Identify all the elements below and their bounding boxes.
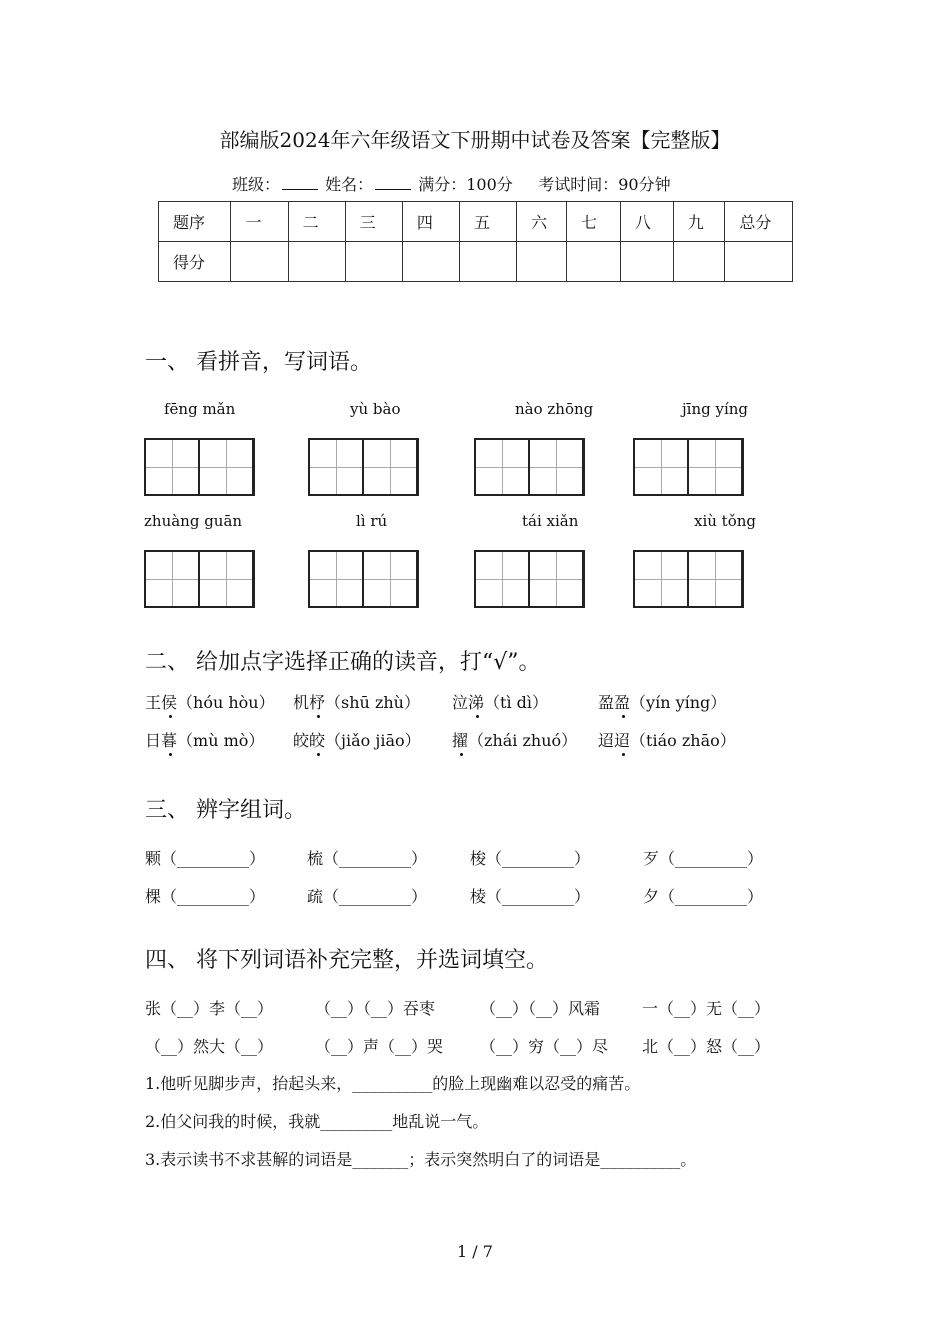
writing-grid[interactable] bbox=[144, 438, 255, 496]
section-1-title: 一、 看拼音，写词语。 bbox=[145, 350, 372, 375]
grid-cell[interactable] bbox=[364, 440, 418, 494]
class-label: 班级： bbox=[232, 175, 281, 194]
dotted-char: 涕 bbox=[468, 693, 485, 712]
grid-cell[interactable] bbox=[310, 440, 364, 494]
section-2-title: 二、 给加点字选择正确的读音，打“√”。 bbox=[145, 650, 541, 675]
class-blank[interactable] bbox=[282, 189, 318, 190]
dotted-char: 侯 bbox=[161, 693, 178, 712]
grid-cell[interactable] bbox=[364, 552, 418, 606]
score-cell[interactable] bbox=[620, 242, 673, 282]
question-3: 3.表示读书不求甚解的词语是_______；表示突然明白了的词语是__________。 bbox=[145, 1150, 697, 1169]
idiom-blank[interactable]: （__）（__）风霜 bbox=[480, 999, 601, 1018]
score-cell[interactable] bbox=[402, 242, 459, 282]
score-cell[interactable] bbox=[345, 242, 402, 282]
grid-cell[interactable] bbox=[200, 552, 254, 606]
pinyin-options: （yín yíng） bbox=[630, 693, 727, 712]
grid-cell[interactable] bbox=[635, 552, 689, 606]
idiom-blank[interactable]: （__）声（__）哭 bbox=[315, 1037, 444, 1056]
word-blank[interactable]: 棵（_________） bbox=[145, 887, 266, 906]
word-blank[interactable]: 梳（_________） bbox=[307, 849, 428, 868]
reading-choice[interactable] bbox=[145, 690, 275, 713]
pinyin-prompt: tái xiǎn bbox=[522, 512, 579, 530]
pinyin-prompt: xiù tǒng bbox=[694, 512, 757, 530]
header-cell: 四 bbox=[402, 202, 459, 242]
grid-cell[interactable] bbox=[635, 440, 689, 494]
header-cell: 五 bbox=[459, 202, 516, 242]
header-cell: 总分 bbox=[725, 202, 793, 242]
word-blank[interactable]: 颗（_________） bbox=[145, 849, 266, 868]
score-cell: 得分 bbox=[159, 242, 231, 282]
grid-cell[interactable] bbox=[146, 440, 200, 494]
score-cell[interactable] bbox=[725, 242, 793, 282]
word-char: 泣 bbox=[452, 693, 469, 712]
reading-choice[interactable] bbox=[598, 728, 736, 751]
writing-grid[interactable] bbox=[308, 438, 419, 496]
reading-choice[interactable] bbox=[293, 728, 421, 751]
grid-cell[interactable] bbox=[689, 552, 743, 606]
dotted-char: 杼 bbox=[309, 693, 326, 712]
reading-choice[interactable] bbox=[452, 728, 577, 751]
pinyin-options: （tì dì） bbox=[484, 693, 549, 712]
grid-cell[interactable] bbox=[476, 440, 530, 494]
pinyin-prompt: zhuàng guān bbox=[144, 512, 243, 530]
pinyin-options: （tiáo zhāo） bbox=[630, 731, 736, 750]
header-cell: 七 bbox=[566, 202, 620, 242]
dotted-char: 擢 bbox=[452, 731, 469, 750]
idiom-blank[interactable]: 张（__）李（__） bbox=[145, 999, 274, 1018]
writing-grid[interactable] bbox=[474, 438, 585, 496]
header-cell: 三 bbox=[345, 202, 402, 242]
grid-cell[interactable] bbox=[310, 552, 364, 606]
idiom-blank[interactable]: 一（__）无（__） bbox=[642, 999, 771, 1018]
writing-grid[interactable] bbox=[633, 438, 744, 496]
dotted-char: 盈 bbox=[614, 693, 631, 712]
header-cell: 一 bbox=[231, 202, 288, 242]
pinyin-options: （hóu hòu） bbox=[177, 693, 275, 712]
grid-cell[interactable] bbox=[530, 552, 584, 606]
dotted-char: 皎 bbox=[309, 731, 326, 750]
grid-cell[interactable] bbox=[476, 552, 530, 606]
reading-choice[interactable] bbox=[452, 690, 548, 713]
name-blank[interactable] bbox=[375, 189, 411, 190]
idiom-blank[interactable]: 北（__）怒（__） bbox=[642, 1037, 771, 1056]
score-cell[interactable] bbox=[673, 242, 725, 282]
writing-grid[interactable] bbox=[144, 550, 255, 608]
grid-cell[interactable] bbox=[146, 552, 200, 606]
pinyin-options: （jiǎo jiāo） bbox=[325, 731, 421, 750]
grid-cell[interactable] bbox=[689, 440, 743, 494]
question-2: 2.伯父问我的时候，我就_________地乱说一气。 bbox=[145, 1112, 489, 1131]
grid-cell[interactable] bbox=[530, 440, 584, 494]
question-1: 1.他听见脚步声，抬起头来，__________的脸上现幽难以忍受的痛苦。 bbox=[145, 1074, 641, 1093]
dotted-char: 暮 bbox=[161, 731, 178, 750]
word-blank[interactable]: 梭（_________） bbox=[470, 849, 591, 868]
header-cell: 题序 bbox=[159, 202, 231, 242]
reading-choice[interactable] bbox=[145, 728, 264, 751]
pinyin-prompt: nào zhōng bbox=[515, 400, 594, 418]
writing-grid[interactable] bbox=[474, 550, 585, 608]
word-blank[interactable]: 棱（_________） bbox=[470, 887, 591, 906]
writing-grid[interactable] bbox=[633, 550, 744, 608]
exam-time: 考试时间：90分钟 bbox=[538, 175, 671, 194]
page-title: 部编版2024年六年级语文下册期中试卷及答案【完整版】 bbox=[219, 128, 731, 152]
name-label: 姓名： bbox=[325, 175, 374, 194]
student-info bbox=[232, 172, 671, 195]
full-score: 满分：100分 bbox=[418, 175, 513, 194]
word-char: 日 bbox=[145, 731, 162, 750]
word-char: 皎 bbox=[293, 731, 310, 750]
score-cell[interactable] bbox=[288, 242, 345, 282]
pinyin-options: （shū zhù） bbox=[325, 693, 420, 712]
score-table bbox=[158, 201, 793, 282]
reading-choice[interactable] bbox=[598, 690, 726, 713]
grid-cell[interactable] bbox=[200, 440, 254, 494]
idiom-blank[interactable]: （__）然大（__） bbox=[145, 1037, 274, 1056]
pinyin-prompt: jīng yíng bbox=[682, 400, 749, 418]
header-cell: 八 bbox=[620, 202, 673, 242]
section-4-title: 四、 将下列词语补充完整，并选词填空。 bbox=[145, 948, 548, 973]
header-cell: 六 bbox=[517, 202, 567, 242]
pinyin-options: （mù mò） bbox=[177, 731, 265, 750]
word-char: 王 bbox=[145, 693, 162, 712]
word-char: 机 bbox=[293, 693, 310, 712]
pinyin-prompt: yù bào bbox=[350, 400, 401, 418]
page-number: 1 / 7 bbox=[457, 1242, 493, 1261]
pinyin-prompt: lì rú bbox=[356, 512, 388, 530]
pinyin-options: （zhái zhuó） bbox=[468, 731, 578, 750]
idiom-blank[interactable]: （__）穷（__）尽 bbox=[480, 1037, 609, 1056]
reading-choice[interactable] bbox=[293, 690, 420, 713]
word-char: 迢 bbox=[598, 731, 615, 750]
header-cell: 二 bbox=[288, 202, 345, 242]
word-blank[interactable]: 疏（_________） bbox=[307, 887, 428, 906]
score-cell[interactable] bbox=[459, 242, 516, 282]
header-cell: 九 bbox=[673, 202, 725, 242]
score-cell[interactable] bbox=[231, 242, 288, 282]
pinyin-prompt: fēng mǎn bbox=[164, 400, 236, 418]
score-cell[interactable] bbox=[566, 242, 620, 282]
score-cell[interactable] bbox=[517, 242, 567, 282]
word-blank[interactable]: 歹（_________） bbox=[643, 849, 764, 868]
dotted-char: 迢 bbox=[614, 731, 631, 750]
word-char: 盈 bbox=[598, 693, 615, 712]
section-3-title: 三、 辨字组词。 bbox=[145, 798, 306, 823]
writing-grid[interactable] bbox=[308, 550, 419, 608]
word-blank[interactable]: 夕（_________） bbox=[643, 887, 764, 906]
idiom-blank[interactable]: （__）（__）吞枣 bbox=[315, 999, 436, 1018]
